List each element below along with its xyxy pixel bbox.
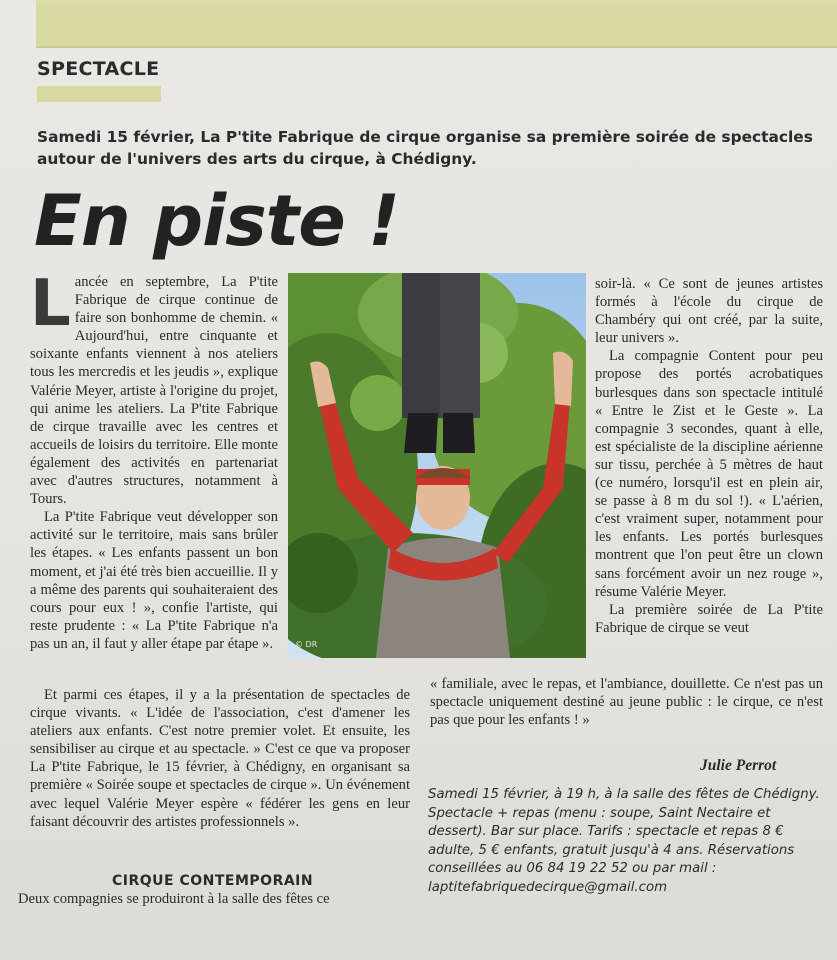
paragraph-col3-2: La compagnie Content pour peu propose des portés acrobatiques burlesques dans son spectacle intitulé « Entre le Zist et le Geste ». La compagnie 3 secondes, quant à elle, est spécialiste de la discipline aérienne sur tissu, perchée à 5 mètres de haut (ce numéro, lorsqu'il est en plein air, se passe à 8 m du sol !). « L'aérien, c'est vraiment super, notamment pour les enfants. Les portés burlesques montrent que l'on peut être un clown sans forcément avoir un nez rouge », résume Valérie Meyer. (595, 348, 823, 600)
section-rubric (37, 58, 161, 104)
acrobats-photo-illustration (288, 273, 586, 658)
intertitle: CIRQUE CONTEMPORAIN (112, 873, 314, 889)
article-column-1 (30, 267, 278, 653)
rubric-label: SPECTACLE (37, 58, 160, 80)
article-headline: En piste ! (34, 180, 400, 262)
article-column-3 (595, 275, 823, 637)
top-color-band-inner (36, 6, 837, 48)
article-continuation (430, 675, 823, 729)
paragraph-col3-3: La première soirée de La P'tite Fabrique de cirque se veut (595, 601, 823, 636)
rubric-underline-bar (37, 86, 161, 102)
paragraph-2: La P'tite Fabrique veut développer son activité sur le territoire, mais sans brûler les étapes. « Les enfants passent un bon moment, et j'ai été très bien accueillie. Il y a même des parents qui souhaiteraient des cours pour eux ! », confie l'artiste, qui reste prudente : « La P'tite Fabrique n'a pas un an, il faut y aller étape par étape ». (30, 509, 278, 652)
drop-cap: L (30, 267, 71, 341)
article-lead: Samedi 15 février, La P'tite Fabrique de cirque organise sa première soirée de spectacles autour de l'univers des arts du cirque, à Chédigny. (37, 128, 813, 168)
paragraph-1 (30, 267, 278, 508)
paragraph-col3-1: soir-là. « Ce sont de jeunes artistes formés à l'école du cirque de Chambéry qui ont créé, par la suite, leur univers ». (595, 276, 823, 347)
intertitle-paragraph: Deux compagnies se produiront à la salle des fêtes ce (18, 891, 330, 907)
article-bottom-left (30, 686, 410, 831)
paragraph-wide: « familiale, avec le repas, et l'ambiance, douillette. Ce n'est pas un spectacle uniquement destiné au jeune public : le cirque, ce n'est pas que pour les enfants ! » (430, 676, 823, 729)
article-photo (288, 273, 586, 658)
event-info-box: Samedi 15 février, à 19 h, à la salle des fêtes de Chédigny. Spectacle + repas (menu : soupe, Saint Nectaire et dessert). Bar sur place. Tarifs : spectacle et repas 8 € adulte, 5 € enfants, gratuit jusqu'à 4 ans. Réservations conseillées au 06 84 19 22 52 ou par mail : laptitefabriquedecirque@gmail.com (428, 787, 820, 895)
author-signature: Julie Perrot (700, 757, 777, 774)
paragraph-1-text: ancée en septembre, La P'tite Fabrique de cirque continue de faire son bonhomme de chemin. « Aujourd'hui, entre cinquante et soixante enfants viennent à nos ateliers tous les mercredis et les jeudis », explique Valérie Meyer, artiste à l'origine du projet, qui anime les ateliers. La P'tite Fabrique de cirque travaille avec les centres et accueils de loisirs du territoire. Elle monte également des activités en partenariat avec d'autres structures, notamment à Tours. (30, 274, 278, 508)
paragraph-bottom-left: Et parmi ces étapes, il y a la présentation de spectacles de cirque vivants. « L'idée de l'association, c'est d'amener les ateliers aux enfants. C'est notre premier volet. Et ensuite, les sensibiliser au cirque et au spectacle. » C'est ce que va proposer La P'tite Fabrique, le 15 février, à Chédigny, en organisant sa première « Soirée soupe et spectacles de cirque ». Un événement avec lequel Valérie Meyer espère « fédérer les gens en leur faisant découvrir des artistes professionnels ». (30, 687, 410, 830)
photo-credit: © DR (295, 640, 318, 649)
